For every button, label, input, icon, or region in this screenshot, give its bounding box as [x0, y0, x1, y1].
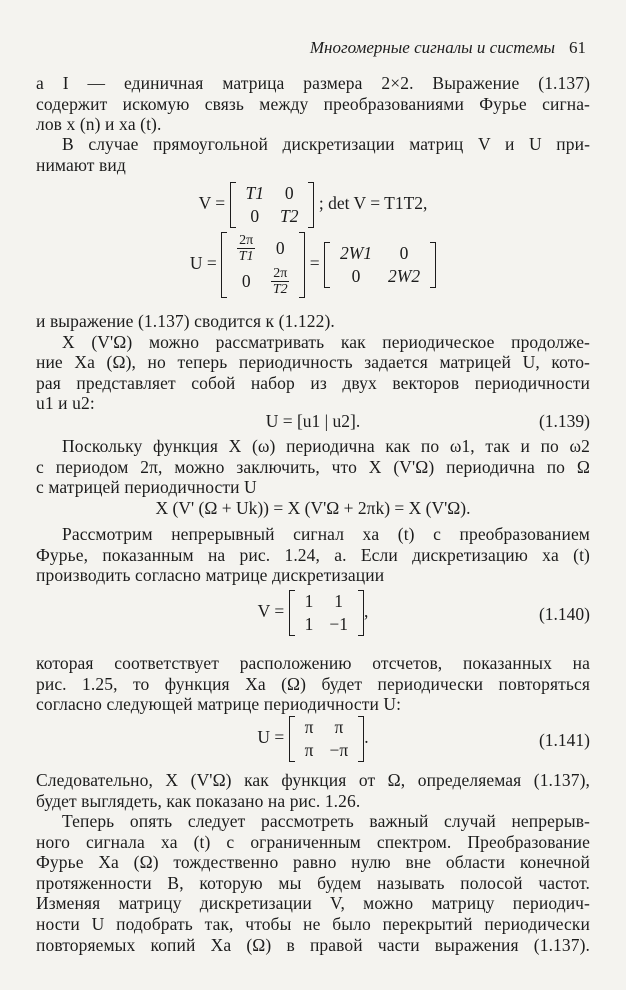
text-line: Поскольку функция X (ω) периодична как по ω1, так и по ω2: [62, 436, 590, 456]
header-title: Многомерные сигналы и системы: [309, 38, 555, 57]
eq-number: (1.139): [538, 411, 590, 431]
text-line: протяженности B, которую мы будем называть полосой частот.: [36, 872, 590, 893]
frac-den: T1: [238, 249, 254, 264]
matrix-cell: 1: [304, 614, 314, 634]
paragraph-4: [36, 436, 590, 498]
matrix-cell: 2W1: [339, 243, 373, 263]
matrix-cell: T1: [245, 183, 264, 203]
matrix-v-hex: [289, 590, 364, 636]
matrix-cell: −1: [329, 614, 348, 634]
eq-body: [36, 590, 590, 636]
paragraph-6: [36, 653, 590, 715]
paragraph-7: [36, 770, 590, 811]
matrix-cell: 2W2: [388, 266, 421, 286]
equation-u-rect: [36, 232, 590, 298]
equation-1-139: [36, 411, 590, 432]
eq-sign: =: [309, 253, 320, 274]
equation-v-rect: [36, 182, 590, 228]
text-line: будет выглядеть, как показано на рис. 1.26.: [36, 790, 361, 811]
matrix-cell: π: [334, 717, 344, 737]
text-line: рис. 1.25, то функция Xa (Ω) будет периодически повторяться: [36, 673, 590, 694]
text-line: X (V'Ω) можно рассматривать как периодическое продолже-: [62, 331, 590, 352]
text-line: согласно следующей матрице периодичности U:: [36, 694, 402, 715]
eq-lhs: U =: [257, 727, 285, 748]
eq-number: (1.141): [538, 730, 590, 750]
matrix-v: [230, 182, 315, 228]
fraction: [271, 266, 289, 297]
eq-body: X (V' (Ω + Uk)) = X (V'Ω + 2πk) = X (V'Ω).: [155, 498, 471, 518]
text-line: производить согласно матрице дискретизации: [36, 565, 385, 586]
text-line: Теперь опять следует рассмотреть важный случай непрерыв-: [62, 811, 590, 831]
text-line: В случае прямоугольной дискретизации матриц V и U при-: [62, 134, 590, 154]
equation-1-140: [36, 590, 590, 636]
matrix-cell: π: [304, 740, 314, 760]
text-line: ние Xa (Ω), но теперь периодичность задается матрицей U, кото-: [36, 352, 590, 373]
matrix-cell: 0: [250, 206, 260, 226]
text-line: содержит искомую связь между преобразованиями Фурье сигна-: [36, 93, 590, 114]
matrix-cell: 1: [334, 591, 344, 611]
fraction: [237, 233, 255, 264]
running-header: [310, 38, 586, 58]
paragraph-8: [36, 811, 590, 955]
matrix-u-hex: [289, 716, 365, 762]
text-line: Рассмотрим непрерывный сигнал xa (t) с преобразованием: [62, 524, 590, 544]
eq-body: [36, 716, 590, 762]
paragraph-1: [36, 73, 590, 135]
matrix-cell: 0: [399, 243, 409, 263]
text-line: с периодом 2π, можно заключить, что X (V'Ω) периодична по Ω: [36, 456, 590, 477]
matrix-cell: 0: [284, 183, 294, 203]
eq-tail: ,: [363, 601, 369, 622]
eq-body: U = [u1 | u2].: [265, 411, 361, 431]
text-line: Изменяя матрицу дискретизации V, можно матрицу периодич-: [36, 893, 590, 914]
page-number: 61: [569, 38, 586, 57]
text-line: Фурье, показанным на рис. 1.24, а. Если дискретизацию xa (t): [36, 544, 590, 565]
matrix-cell: 1: [304, 591, 314, 611]
matrix-cell: T2: [280, 206, 299, 226]
text-line: u1 и u2:: [36, 393, 95, 414]
text-line: ности U подобрать так, чтобы не было перекрытий периодически: [36, 913, 590, 934]
matrix-cell: π: [304, 717, 314, 737]
eq-number: (1.140): [538, 604, 590, 624]
eq-lhs: V =: [257, 601, 285, 622]
eq-lhs: V =: [198, 193, 226, 214]
paragraph-3: [36, 311, 590, 414]
frac-num: 2π: [273, 266, 288, 281]
text-line: лов x (n) и xa (t).: [36, 114, 162, 135]
matrix-u: [221, 232, 305, 298]
text-line: и выражение (1.137) сводится к (1.122).: [36, 311, 335, 331]
eq-lhs: U =: [189, 253, 217, 274]
text-line: которая соответствует расположению отсчетов, показанных на: [36, 653, 590, 673]
paragraph-5: [36, 524, 590, 586]
text-line: с матрицей периодичности U: [36, 477, 257, 498]
text-line: повторяемых копий Xa (Ω) в правой части выражения (1.137).: [36, 934, 590, 955]
matrix-u-w: [324, 242, 436, 288]
eq-rhs: ; det V = T1T2,: [318, 193, 428, 214]
frac-num: 2π: [239, 233, 254, 248]
matrix-cell: 0: [241, 271, 251, 291]
text-line: рая представляет собой набор из двух векторов периодичности: [36, 372, 590, 393]
paragraph-2: [36, 134, 590, 175]
equation-1-141: [36, 716, 590, 762]
text-line: нимают вид: [36, 154, 126, 175]
matrix-cell: −π: [329, 740, 349, 760]
text-line: ного сигнала xa (t) с ограниченным спектром. Преобразование: [36, 831, 590, 852]
matrix-cell: 0: [351, 266, 361, 286]
matrix-cell: 0: [275, 238, 285, 258]
frac-den: T2: [272, 282, 288, 297]
text-line: Следовательно, X (V'Ω) как функция от Ω, определяемая (1.137),: [36, 770, 590, 790]
eq-tail: .: [364, 727, 369, 748]
text-line: Фурье Xa (Ω) тождественно равно нулю вне области конечной: [36, 852, 590, 873]
equation-periodicity: [36, 498, 590, 519]
text-line: a I — единичная матрица размера 2×2. Выражение (1.137): [36, 73, 590, 93]
